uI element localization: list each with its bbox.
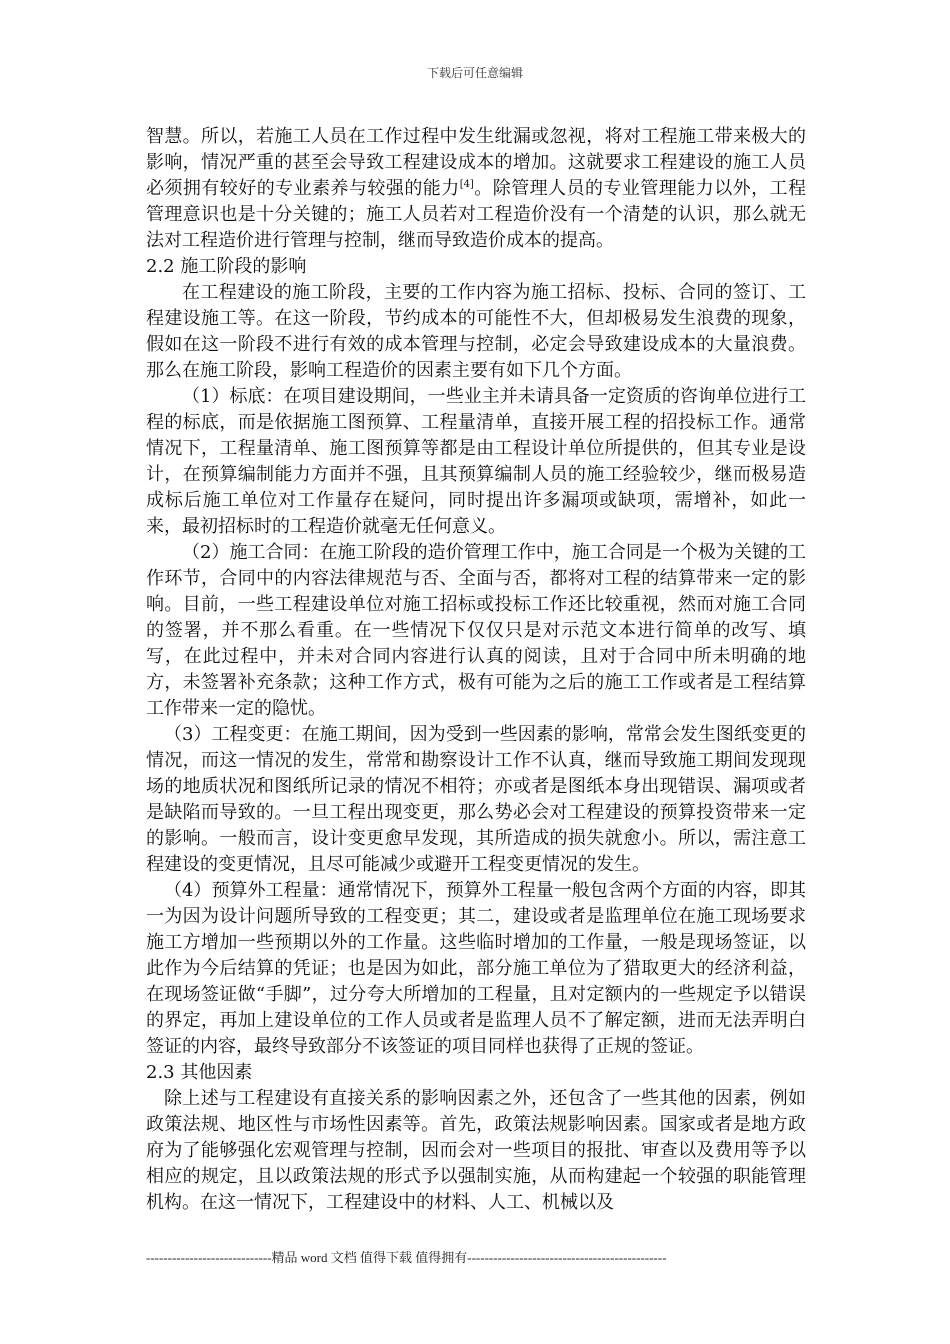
paragraph-1 (146, 124, 806, 254)
section-heading-2-3: 2.3 其他因素 (146, 1062, 253, 1083)
document-body (146, 124, 806, 1216)
page-header: 下载后可任意编辑 (426, 66, 523, 80)
page-footer: -----------------------------精品 word 文档 值得下载 值得拥有---------------------------------------------- (146, 1250, 667, 1265)
paragraph-2: 在工程建设的施工阶段，主要的工作内容为施工招标、投标、合同的签订、工程建设施工等。在这一阶段，节约成本的可能性不大，但却极易发生浪费的现象，假如在这一阶段不进行有效的成本管理与控制，必定会导致建设成本的大量浪费。那么在施工阶段，影响工程造价的因素主要有如下几个方面。 (146, 282, 806, 381)
paragraph-extra-quantity: （4）预算外工程量：通常情况下，预算外工程量一般包含两个方面的内容，即其一为因为设计问题所导致的工程变更；其二，建设或者是监理单位在施工现场要求施工方增加一些预期以外的工作量。这些临时增加的工作量，一般是现场签证，以此作为今后结算的凭证；也是因为如此，部分施工单位为了猎取更大的经济利益，在现场签证做“手脚”，过分夸大所增加的工程量，且对定额内的一些规定予以错误的界定，再加上建设单位的工作人员或者是监理人员不了解定额，进而无法弄明白签证的内容，最终导致部分不该签证的项目同样也获得了正规的签证。 (146, 880, 806, 1057)
paragraph-construction-contract: （2）施工合同：在施工阶段的造价管理工作中，施工合同是一个极为关键的工作环节，合同中的内容法律规范与否、全面与否，都将对工程的结算带来一定的影响。目前，一些工程建设单位对施工招标或投标工作还比较重视，然而对施工合同的签署，并不那么看重。在一些情况下仅仅只是对示范文本进行简单的改写、填写，在此过程中，并未对合同内容进行认真的阅读，且对于合同中所未明确的地方，未签署补充条款；这种工作方式，极有可能为之后的施工工作或者是工程结算工作带来一定的隐忧。 (146, 542, 806, 719)
section-heading-2-2: 2.2 施工阶段的影响 (146, 256, 307, 277)
citation-ref: [4] (459, 179, 474, 190)
paragraph-1-tail: 。除管理人员的专业管理能力以外，工程管理意识也是十分关键的；施工人员若对工程造价没有一个清楚的认识，那么就无法对工程造价进行管理与控制，继而导致造价成本的提高。 (146, 178, 806, 251)
paragraph-bid-base: （1）标底：在项目建设期间，一些业主并未请具备一定资质的咨询单位进行工程的标底，而是依据施工图预算、工程量清单，直接开展工程的招投标工作。通常情况下，工程量清单、施工图预算等都是由工程设计单位所提供的，但其专业是设计，在预算编制能力方面并不强，且其预算编制人员的施工经验较少，继而极易造成标后施工单位对工作量存在疑问，同时提出许多漏项或缺项，需增补，如此一来，最初招标时的工程造价就毫无任何意义。 (146, 386, 806, 537)
paragraph-other-factors: 除上述与工程建设有直接关系的影响因素之外，还包含了一些其他的因素，例如政策法规、地区性与市场性因素等。首先，政策法规影响因素。国家或者是地方政府为了能够强化宏观管理与控制，因而会对一些项目的报批、审查以及费用等予以相应的规定，且以政策法规的形式予以强制实施，从而构建起一个较强的职能管理机构。在这一情况下，工程建设中的材料、人工、机械以及 (146, 1088, 806, 1213)
paragraph-engineering-change: （3）工程变更：在施工期间，因为受到一些因素的影响，常常会发生图纸变更的情况，而这一情况的发生，常常和勘察设计工作不认真，继而导致施工期间发现现场的地质状况和图纸所记录的情况不相符；亦或者是图纸本身出现错误、漏项或者是缺陷而导致的。一旦工程出现变更，那么势必会对工程建设的预算投资带来一定的影响。一般而言，设计变更愈早发现，其所造成的损失就愈小。所以，需注意工程建设的变更情况，且尽可能减少或避开工程变更情况的发生。 (146, 724, 806, 875)
paragraph-1-text: 智慧。所以，若施工人员在工作过程中发生纰漏或忽视，将对工程施工带来极大的影响，情况严重的甚至会导致工程建设成本的增加。这就要求工程建设的施工人员必须拥有较好的专业素养与较强的能力 (146, 126, 806, 199)
